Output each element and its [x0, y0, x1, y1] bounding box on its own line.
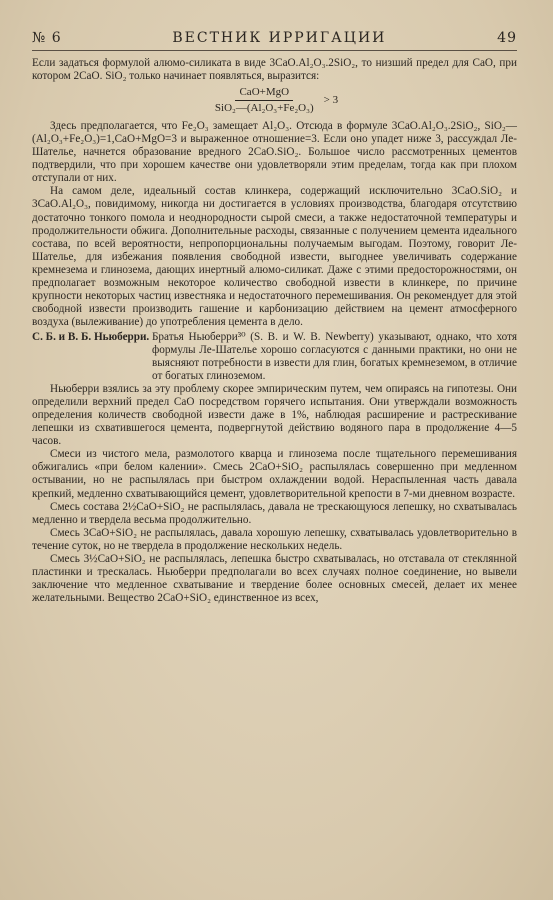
formula-relation: > 3 [323, 94, 339, 107]
formula-fraction [211, 86, 318, 115]
paragraph-mix-3: Смесь 3CaO+SiO₂ не распылялась, давала хорошую лепешку, схватывалась удовлетворительно в течение суток, но не твердела в продолжение нескольких недель. [32, 526, 517, 552]
paragraph-intro: Если задаться формулой алюмо-силиката в виде 3CaO.Al₂O₃.2SiO₂, то низший предел для CaO, при котором 2CaO. SiO₂ только начинает появляться, выразится: [32, 57, 517, 83]
paragraph-ideal-composition: На самом деле, идеальный состав клинкера, содержащий исключительно 3CaO.SiO₂ и 3CaO.Al₂O₃, повидимому, никогда ни достигается в условиях производства, благодаря отсутствию достаточно тонкого помола и неоднородности сырой смеси, а также недостаточной температуры и продолжительности обжига. Дополнительные расходы, связанные с получением цемента идеального состава, по всей вероятности, непропорциональны получаемым выгодам. Поэтому, говорит Ле-Шателье, для избежания появления свободной извести, выгоднее увеличивать содержание кремнезема и глинозема, дающих инертный алюмо-силикат. Даже с этими предосторожностями, он предполагает возможным некоторое количество свободной извести в клинкере, по причине крупности некоторых частиц известняка и недостаточного перемешивания. Он рекомендует для этой свободной извести производить гашение и карбонизацию действием на цемент атмосферного воздуха (вылеживание) до употребления цемента в дело. [32, 185, 517, 328]
paragraph-empirical: Ньюберри взялись за эту проблему скорее эмпирическим путем, чем опираясь на гипотезы. Они определили верхний предел CaO посредством горячего испытания. Они утверждали возможность определения количеств свободной извести даже в 1%, наблюдая расширение и растрескивание лепешки из схватившегося цемента, подвергнутой действию водяного пара в продолжение 4—5 часов. [32, 383, 517, 448]
paragraph-mix-3-5: Смесь 3½CaO+SiO₂ не распылялась, лепешка быстро схватывалась, но отставала от стеклянной пластинки и трескалась. Ньюберри предполагали во всех случаях полное соединение, но вывели заключение что медленное схватывание и твердение более основных смесей, делает их менее желательными. Вещество 2CaO+SiO₂ единственное из всех, [32, 552, 517, 604]
page-number: 49 [497, 30, 517, 46]
section-sidehead: С. Б. и В. Б. Ньюберри. [32, 330, 150, 343]
issue-number: № 6 [32, 30, 62, 46]
paragraph-mixtures: Смеси из чистого мела, размолотого кварца и глинозема после тщательного перемешивания обжигались «при белом калении». Смесь 2CaO+SiO₂ распылялась совершенно при медленном остывании, но не распылялась при быстром охлаждении водой. Нераспыленная часть давала крепкий, медленно схватывающийся цемент, удовлетворительной крепости в 7-ми дневном возрасте. [32, 448, 517, 500]
paragraph-substitution: Здесь предполагается, что Fe₂O₃ замещает Al₂O₃. Отсюда в формуле 3CaO.Al₂O₃.2SiO₂, SiO₂—(Al₂O₃+Fe₂O₃)=1,CaO+MgO=3 и выраженное отношение=3. Если оно упадет ниже 3, рассуждал Ле-Шателье, начнется образование вредного 2CaO.SiO₂. Большое число рассмотренных цементов подтвердили, что при хорошем качестве они удовлетворяли этим пределам, тогда как при плохом отступали от них. [32, 120, 517, 185]
journal-title: ВЕСТНИК ИРРИГАЦИИ [172, 30, 387, 46]
article-body [32, 57, 517, 605]
newberry-section [32, 331, 517, 383]
ratio-formula [32, 86, 517, 115]
paragraph-mix-2-5: Смесь состава 2½CaO+SiO₂ не распылялась, давала не трескающуюся лепешку, но схватывалась медленно и твердела весьма продолжительно. [32, 500, 517, 526]
running-header [32, 30, 517, 51]
formula-denominator: SiO₂—(Al₂O₃+Fe₂O₃) [214, 102, 314, 115]
paragraph-newberry-intro: Братья Ньюберри³⁰ (S. B. и W. B. Newberry) указывают, однако, что хотя формулы Ле-Шателье хорошо согласуются с данными практики, но они не выясняют потребности в извести для глин, богатых кремнеземом, в отличие от богатых глиноземом. [152, 330, 517, 383]
formula-numerator: CaO+MgO [235, 86, 293, 101]
